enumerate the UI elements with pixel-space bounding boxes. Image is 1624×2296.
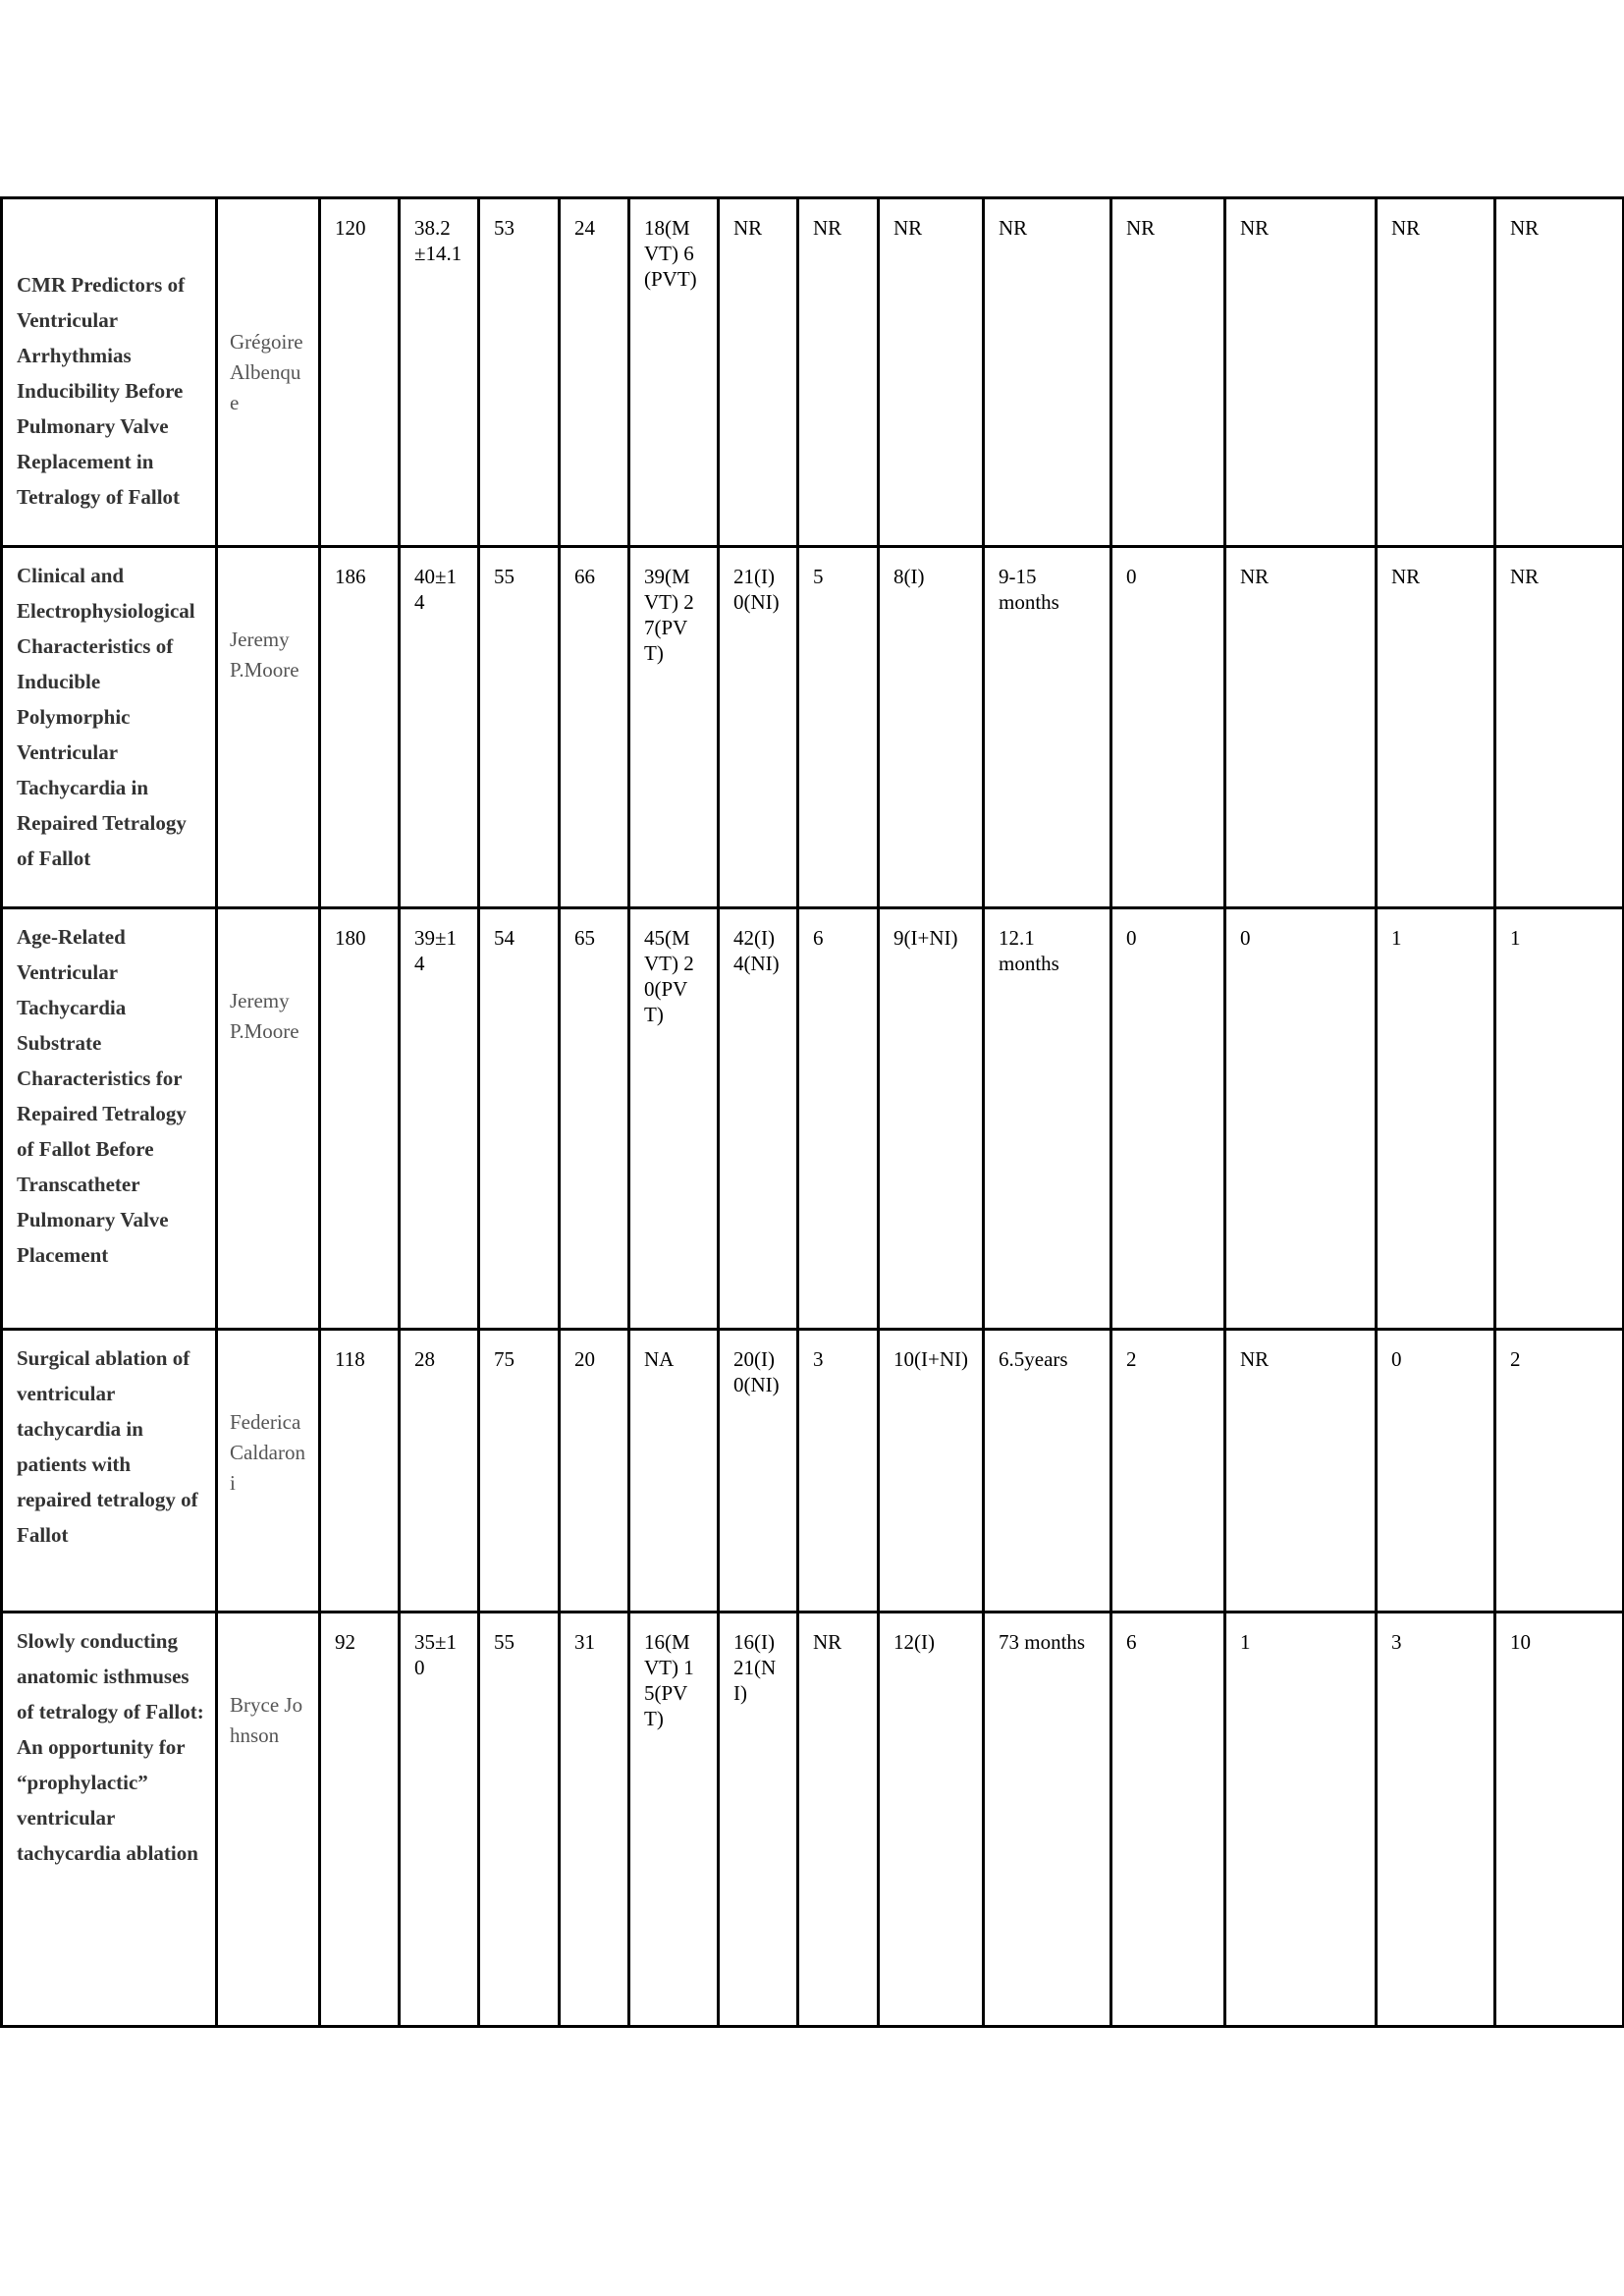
follow-up-cell bbox=[984, 1330, 1111, 1613]
col-value-cell bbox=[1495, 198, 1624, 547]
sample-size: 120 bbox=[335, 216, 366, 240]
col-value-cell bbox=[1377, 198, 1495, 547]
vt-type-cell bbox=[629, 1613, 719, 2027]
col-value: 42(I) 4(NI) bbox=[733, 926, 780, 975]
vt-type-value: 18(MVT) 6(PVT) bbox=[644, 216, 697, 291]
col-value: 66 bbox=[574, 565, 595, 588]
col-value: 0 bbox=[1391, 1347, 1402, 1371]
col-value: 65 bbox=[574, 926, 595, 950]
col-value-cell bbox=[1225, 908, 1377, 1330]
follow-up-cell bbox=[984, 547, 1111, 908]
sample-size-cell bbox=[320, 198, 400, 547]
study-title-cell bbox=[2, 908, 217, 1330]
age-value: 38.2±14.1 bbox=[414, 216, 462, 265]
table-row bbox=[2, 198, 1624, 547]
study-title-cell bbox=[2, 547, 217, 908]
col-value: NR bbox=[1126, 216, 1156, 240]
sample-size: 118 bbox=[335, 1347, 365, 1371]
col-value-cell bbox=[560, 547, 629, 908]
col-value: 75 bbox=[494, 1347, 514, 1371]
col-value-cell bbox=[879, 1330, 984, 1613]
age-cell bbox=[400, 198, 479, 547]
age-cell bbox=[400, 1613, 479, 2027]
author-cell bbox=[217, 908, 320, 1330]
author-cell bbox=[217, 198, 320, 547]
col-value-cell bbox=[1495, 1613, 1624, 2027]
sample-size-cell bbox=[320, 908, 400, 1330]
author-cell bbox=[217, 547, 320, 908]
age-value: 35±10 bbox=[414, 1630, 458, 1679]
col-value-cell bbox=[1377, 1613, 1495, 2027]
table-row bbox=[2, 1330, 1624, 1613]
col-value-cell bbox=[1377, 1330, 1495, 1613]
col-value: 3 bbox=[1391, 1630, 1402, 1654]
follow-up-value: 6.5years bbox=[999, 1347, 1068, 1371]
vt-type-cell bbox=[629, 1330, 719, 1613]
col-value-cell bbox=[1225, 198, 1377, 547]
col-value-cell bbox=[798, 908, 879, 1330]
col-value-cell bbox=[1377, 547, 1495, 908]
table-row bbox=[2, 1613, 1624, 2027]
sample-size-cell bbox=[320, 1330, 400, 1613]
col-value-cell bbox=[479, 908, 560, 1330]
col-value-cell bbox=[479, 1613, 560, 2027]
col-value-cell bbox=[798, 198, 879, 547]
col-value: 9(I+NI) bbox=[893, 926, 958, 950]
col-value: 24 bbox=[574, 216, 595, 240]
col-value: 21(I) 0(NI) bbox=[733, 565, 780, 614]
age-cell bbox=[400, 547, 479, 908]
study-author: Jeremy P.Moore bbox=[230, 628, 299, 682]
col-value: 16(I) 21(NI) bbox=[733, 1630, 777, 1705]
col-value: NR bbox=[1391, 216, 1421, 240]
follow-up-cell bbox=[984, 198, 1111, 547]
study-title-cell bbox=[2, 198, 217, 547]
age-value: 39±14 bbox=[414, 926, 458, 975]
study-author: Grégoire Albenque bbox=[230, 329, 303, 414]
col-value-cell bbox=[798, 547, 879, 908]
follow-up-value: 73 months bbox=[999, 1630, 1086, 1654]
age-value: 40±14 bbox=[414, 565, 458, 614]
col-value: NR bbox=[1510, 216, 1540, 240]
col-value: NR bbox=[813, 216, 842, 240]
col-value: 55 bbox=[494, 1630, 514, 1654]
col-value: NR bbox=[1510, 565, 1540, 588]
study-title: Slowly conducting anatomic isthmuses of tetralogy of Fallot: An opportunity for “prophylactic” ventricular tachycardia ablation bbox=[17, 1629, 204, 1865]
col-value: NR bbox=[1240, 216, 1270, 240]
col-value: 0 bbox=[1126, 565, 1137, 588]
col-value-cell bbox=[1495, 547, 1624, 908]
col-value-cell bbox=[479, 1330, 560, 1613]
col-value-cell bbox=[560, 198, 629, 547]
col-value-cell bbox=[1111, 547, 1225, 908]
col-value: 1 bbox=[1510, 926, 1521, 950]
vt-type-value: 39(MVT) 27(PVT) bbox=[644, 565, 694, 665]
col-value: 6 bbox=[813, 926, 824, 950]
study-title: Age-Related Ventricular Tachycardia Substrate Characteristics for Repaired Tetralogy of Fallot Before Transcatheter Pulmonary Valve Placement bbox=[17, 925, 187, 1267]
col-value-cell bbox=[1495, 908, 1624, 1330]
col-value-cell bbox=[1225, 1330, 1377, 1613]
col-value: 3 bbox=[813, 1347, 824, 1371]
col-value-cell bbox=[560, 1330, 629, 1613]
follow-up-cell bbox=[984, 908, 1111, 1330]
sample-size: 180 bbox=[335, 926, 366, 950]
study-title: CMR Predictors of Ventricular Arrhythmias Inducibility Before Pulmonary Valve Replacement in Tetralogy of Fallot bbox=[17, 273, 186, 509]
col-value: NR bbox=[813, 1630, 842, 1654]
col-value: 0 bbox=[1240, 926, 1251, 950]
col-value: 0 bbox=[1126, 926, 1137, 950]
author-cell bbox=[217, 1613, 320, 2027]
col-value: 5 bbox=[813, 565, 824, 588]
sample-size-cell bbox=[320, 547, 400, 908]
col-value: 20(I) 0(NI) bbox=[733, 1347, 780, 1396]
col-value-cell bbox=[879, 908, 984, 1330]
age-cell bbox=[400, 908, 479, 1330]
sample-size: 92 bbox=[335, 1630, 355, 1654]
vt-type-value: NA bbox=[644, 1347, 675, 1371]
study-title-cell bbox=[2, 1330, 217, 1613]
col-value-cell bbox=[879, 1613, 984, 2027]
col-value-cell bbox=[560, 908, 629, 1330]
study-title: Surgical ablation of ventricular tachycardia in patients with repaired tetralogy of Fallot bbox=[17, 1346, 198, 1547]
vt-type-value: 16(MVT) 15(PVT) bbox=[644, 1630, 694, 1730]
col-value: 12(I) bbox=[893, 1630, 935, 1654]
col-value-cell bbox=[1111, 1613, 1225, 2027]
study-title: Clinical and Electrophysiological Characteristics of Inducible Polymorphic Ventricular Tachycardia in Repaired Tetralogy of Fallot bbox=[17, 564, 195, 870]
col-value-cell bbox=[1377, 908, 1495, 1330]
col-value: NR bbox=[893, 216, 923, 240]
study-author: Bryce Johnson bbox=[230, 1693, 303, 1747]
col-value-cell bbox=[479, 198, 560, 547]
col-value-cell bbox=[879, 198, 984, 547]
table-row bbox=[2, 547, 1624, 908]
col-value-cell bbox=[719, 547, 798, 908]
col-value: 1 bbox=[1391, 926, 1402, 950]
study-title-cell bbox=[2, 1613, 217, 2027]
follow-up-value: 12.1 months bbox=[999, 926, 1059, 975]
age-cell bbox=[400, 1330, 479, 1613]
col-value-cell bbox=[1111, 908, 1225, 1330]
col-value: 20 bbox=[574, 1347, 595, 1371]
col-value: 53 bbox=[494, 216, 514, 240]
col-value-cell bbox=[719, 908, 798, 1330]
col-value: 8(I) bbox=[893, 565, 925, 588]
col-value: NR bbox=[1391, 565, 1421, 588]
col-value: NR bbox=[1240, 565, 1270, 588]
col-value: 10 bbox=[1510, 1630, 1531, 1654]
study-author: Jeremy P.Moore bbox=[230, 989, 299, 1043]
studies-table bbox=[0, 196, 1624, 2028]
col-value: 31 bbox=[574, 1630, 595, 1654]
col-value-cell bbox=[560, 1613, 629, 2027]
follow-up-value: 9-15 months bbox=[999, 565, 1059, 614]
col-value-cell bbox=[879, 547, 984, 908]
col-value-cell bbox=[479, 547, 560, 908]
col-value: 2 bbox=[1126, 1347, 1137, 1371]
col-value-cell bbox=[798, 1613, 879, 2027]
age-value: 28 bbox=[414, 1347, 435, 1371]
col-value-cell bbox=[719, 1330, 798, 1613]
follow-up-value: NR bbox=[999, 216, 1028, 240]
col-value: 6 bbox=[1126, 1630, 1137, 1654]
col-value-cell bbox=[719, 1613, 798, 2027]
follow-up-cell bbox=[984, 1613, 1111, 2027]
col-value-cell bbox=[1111, 1330, 1225, 1613]
col-value: NR bbox=[1240, 1347, 1270, 1371]
col-value: NR bbox=[733, 216, 763, 240]
col-value: 1 bbox=[1240, 1630, 1251, 1654]
vt-type-value: 45(MVT) 20(PVT) bbox=[644, 926, 694, 1026]
sample-size-cell bbox=[320, 1613, 400, 2027]
col-value: 2 bbox=[1510, 1347, 1521, 1371]
col-value: 55 bbox=[494, 565, 514, 588]
col-value-cell bbox=[1225, 1613, 1377, 2027]
col-value: 54 bbox=[494, 926, 514, 950]
col-value-cell bbox=[719, 198, 798, 547]
vt-type-cell bbox=[629, 198, 719, 547]
col-value-cell bbox=[798, 1330, 879, 1613]
vt-type-cell bbox=[629, 908, 719, 1330]
sample-size: 186 bbox=[335, 565, 366, 588]
table-row bbox=[2, 908, 1624, 1330]
study-author: Federica Caldaroni bbox=[230, 1410, 305, 1495]
vt-type-cell bbox=[629, 547, 719, 908]
col-value-cell bbox=[1111, 198, 1225, 547]
col-value-cell bbox=[1225, 547, 1377, 908]
author-cell bbox=[217, 1330, 320, 1613]
col-value: 10(I+NI) bbox=[893, 1347, 968, 1371]
col-value-cell bbox=[1495, 1330, 1624, 1613]
